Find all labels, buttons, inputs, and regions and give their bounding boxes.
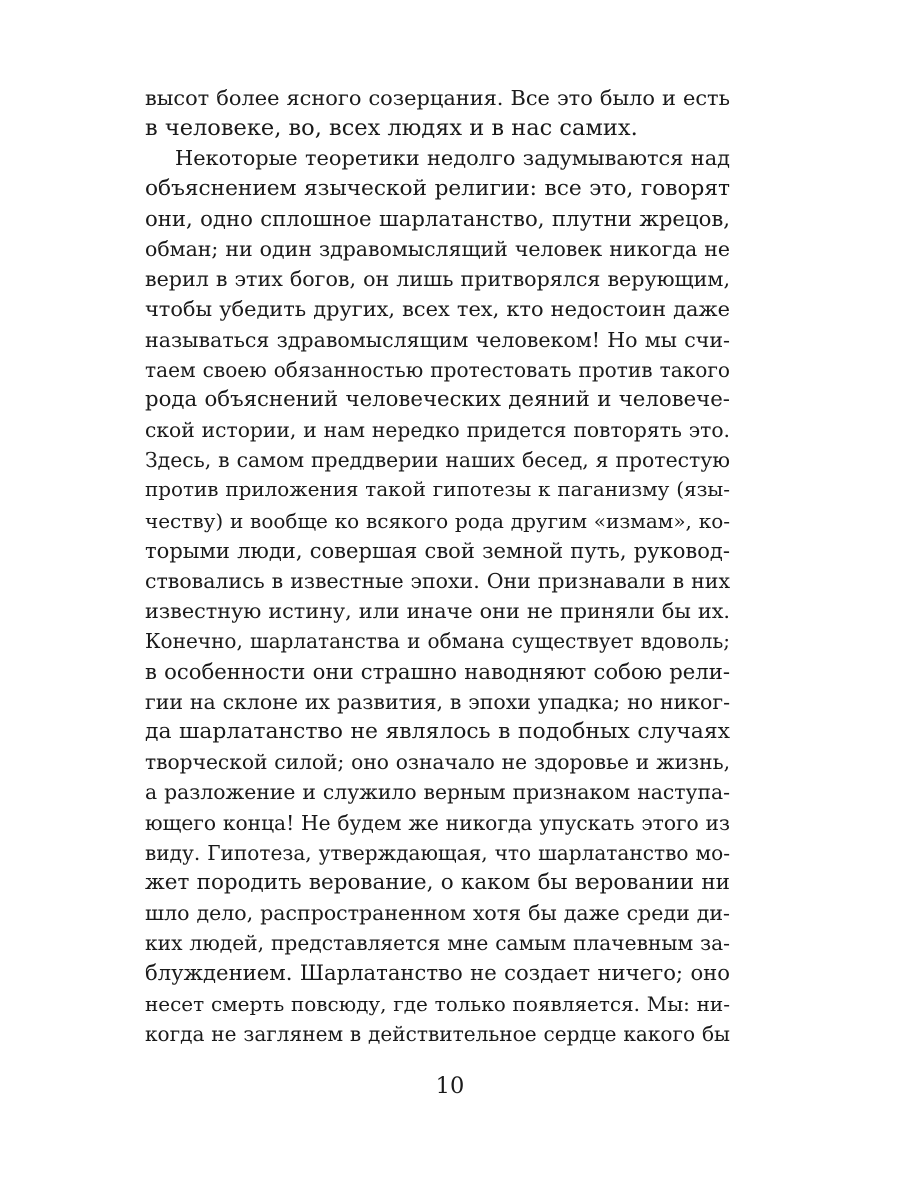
text-line: ствовались в известные эпохи. Они признавали в них (145, 569, 730, 593)
text-line: в особенности они страшно наводняют собою рели- (145, 658, 730, 684)
text-line: а разложение и служило верным признаком наступа- (145, 780, 730, 805)
page-number: 10 (435, 1073, 465, 1099)
text-line: Здесь, в самом преддверии наших бесед, я протестую (145, 448, 730, 473)
text-line: ющего конца! Не будем же никогда упускать этого из (145, 810, 730, 835)
paragraph-2 (145, 143, 730, 1049)
text-line: Конечно, шарлатанства и обмана существует вдоволь; (145, 629, 730, 654)
text-line: творческой силой; оно означало не здоровье и жизнь, (145, 750, 730, 775)
text-line: жет породить верование, о каком бы веровании ни (145, 869, 730, 895)
text-line: они, одно сплошное шарлатанство, плутни жрецов, (145, 205, 730, 231)
text-line: когда не заглянем в действительное сердце какого бы (145, 1021, 730, 1046)
text-line: виду. Гипотеза, утверждающая, что шарлатанство мо- (145, 840, 730, 865)
text-line: против приложения такой гипотезы к паганизму (язы- (145, 478, 730, 502)
text-line: торыми люди, совершая свой земной путь, руковод- (145, 537, 730, 563)
paragraph-1 (145, 83, 730, 143)
text-line: ких людей, представляется мне самым плачевным за- (145, 931, 730, 956)
text-line: называться здравомыслящим человеком! Но мы счи- (145, 327, 730, 352)
text-line: таем своею обязанностью протестовать против такого (145, 357, 730, 382)
text-line: обман; ни один здравомыслящий человек никогда не (145, 236, 730, 261)
text-line: Некоторые теоретики недолго задумываются над (175, 146, 730, 171)
text-line: честву) и вообще ко всякого рода другим «измам», ко- (145, 508, 730, 533)
text-line: несет смерть повсюду, где только появляется. Мы: ни- (145, 991, 730, 1016)
body-text (145, 83, 730, 1049)
text-line: объяснением языческой религии: все это, говорят (145, 175, 730, 201)
text-line: в человеке, во, всех людях и в нас самих. (145, 115, 638, 142)
text-line: верил в этих богов, он лишь притворялся верующим, (145, 267, 730, 292)
text-line: шло дело, распространенном хотя бы даже среди ди- (145, 901, 730, 926)
text-line: гии на склоне их развития, в эпохи упадка; но никог- (145, 689, 730, 714)
text-line: чтобы убедить других, всех тех, кто недостоин даже (145, 297, 730, 322)
text-line: да шарлатанство не являлось в подобных случаях (145, 718, 730, 744)
text-line: известную истину, или иначе они не приняли бы их. (145, 599, 730, 624)
text-line: высот более ясного созерцания. Все это было и есть (145, 86, 730, 110)
text-line: ской истории, и нам нередко придется повторять это. (145, 418, 730, 443)
text-line: рода объяснений человеческих деяний и человече- (145, 386, 730, 412)
text-line: блуждением. Шарлатанство не создает ничего; оно (145, 960, 730, 986)
